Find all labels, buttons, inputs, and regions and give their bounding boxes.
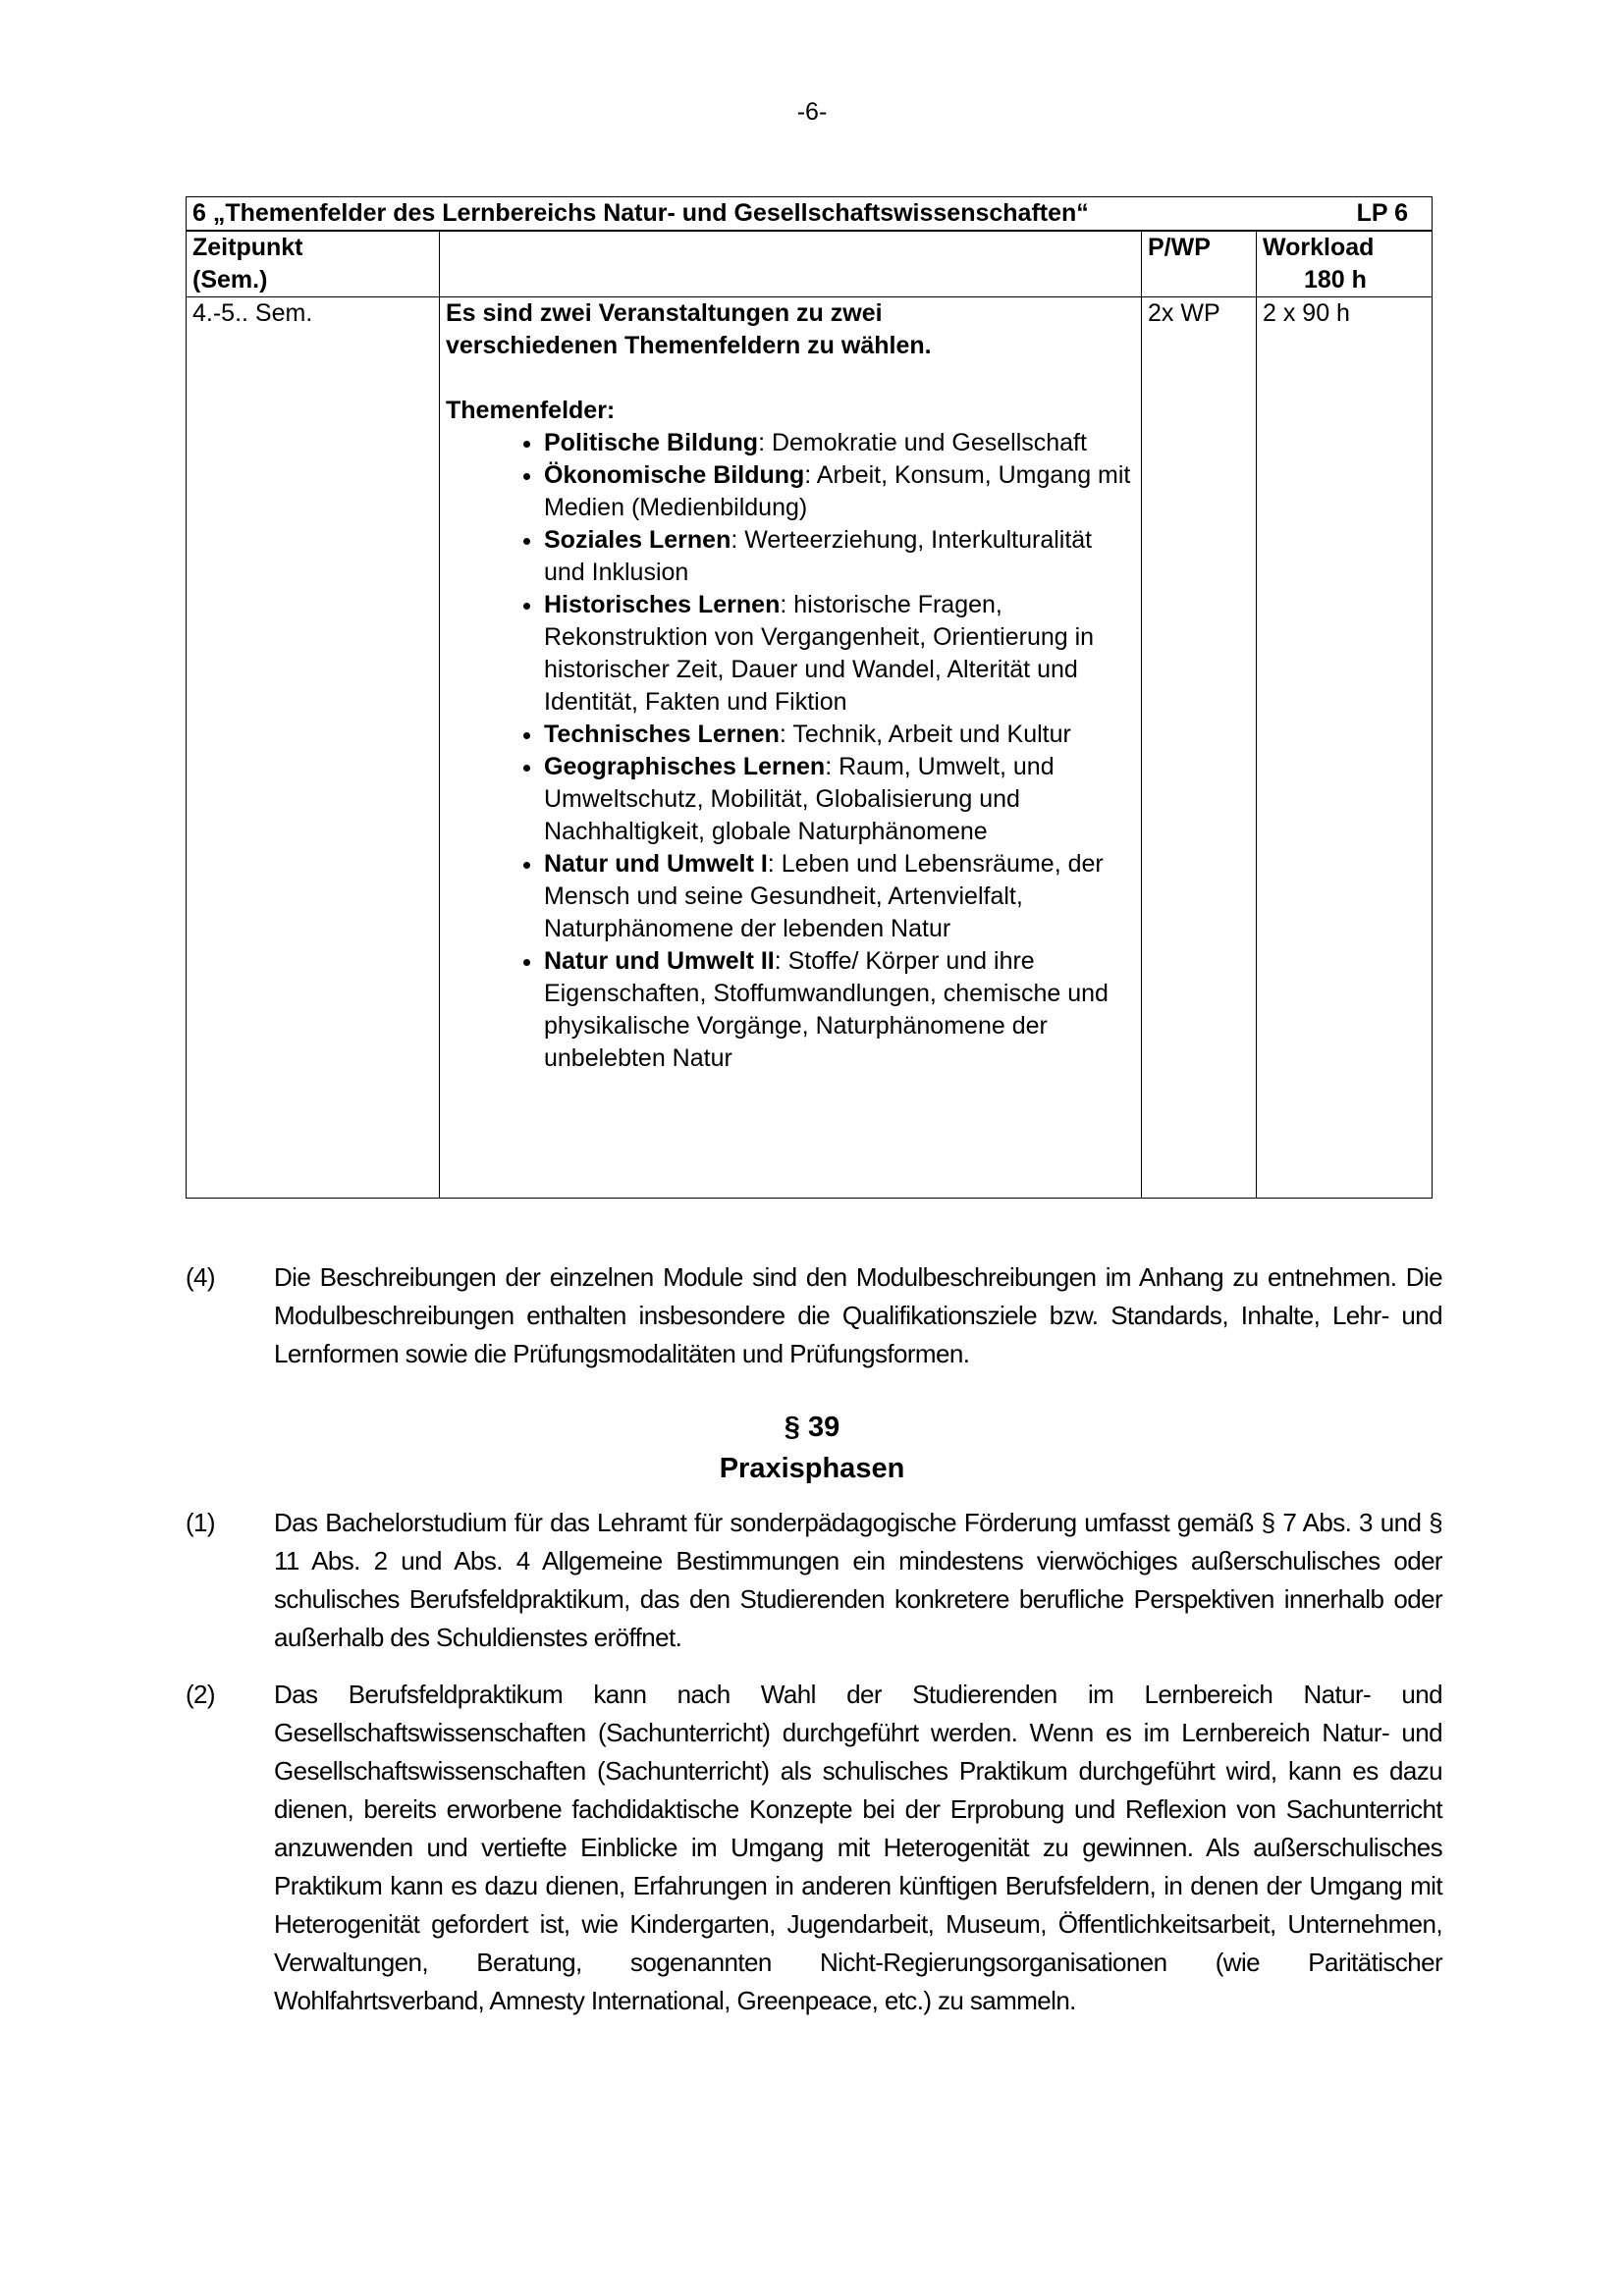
cell-workload: 2 x 90 h: [1257, 297, 1433, 1199]
topic-item: [544, 427, 1135, 459]
paragraph-text: Das Berufsfeldpraktikum kann nach Wahl der Studierenden im Lernbereich Natur- und Gesellschaftswissenschaften (Sachunterricht) durchgeführt werden. Wenn es im Lernbereich Natur- und Gesellschaftswissenschaften (Sachunterricht) als schulisches Praktikum durchgeführt wird, kann es dazu dienen, bereits erworbene fachdidaktische Konzepte bei der Erprobung und Reflexion von Sachunterricht anzuwenden und vertiefte Einblicke im Umgang mit Heterogenität zu gewinnen. Als außerschulisches Praktikum kann es dazu dienen, Erfahrungen in anderen künftigen Berufsfeldern, in denen der Umgang mit Heterogenität gefordert ist, wie Kindergarten, Jugendarbeit, Museum, Öffentlichkeitsarbeit, Unternehmen, Verwaltungen, Beratung, sogenannten Nicht-Regierungsorganisationen (wie Paritätischer Wohlfahrtsverband, Amnesty International, Greenpeace, etc.) zu sammeln.: [274, 1680, 1442, 2015]
topic-description: : Stoffe/ Körper und ihre Eigenschaften, Stoffumwandlungen, chemische und physikalische Vorgänge, Naturphänomene der unbelebten Natur: [544, 947, 1109, 1072]
module-title: 6 „Themenfelder des Lernbereichs Natur- und Gesellschaftswissenschaften“: [192, 199, 1089, 227]
topic-item: [544, 848, 1135, 945]
section-number: § 39: [784, 1412, 840, 1443]
topic-name: Politische Bildung: [544, 429, 759, 456]
cell-pwp: 2x WP: [1142, 297, 1257, 1199]
header-pwp: P/WP: [1142, 231, 1257, 297]
topic-name: Ökonomische Bildung: [544, 461, 805, 489]
topic-name: Historisches Lernen: [544, 591, 781, 618]
paragraph-2: [186, 1676, 1442, 2020]
topic-description: : Technik, Arbeit und Kultur: [779, 721, 1071, 748]
topic-item: [544, 524, 1135, 589]
header-workload-total: 180 h: [1304, 266, 1367, 294]
paragraph-number: (1): [186, 1508, 215, 1537]
header-workload-label: Workload: [1263, 234, 1375, 261]
header-zeitpunkt-label: Zeitpunkt: [192, 234, 303, 261]
paragraph-1: [186, 1504, 1442, 1657]
topic-description: : historische Fragen, Rekonstruktion von Vergangenheit, Orientierung in historischer Zeit, Dauer und Wandel, Alterität und Identität, Fakten und Fiktion: [544, 591, 1095, 716]
topic-name: Geographisches Lernen: [544, 753, 826, 780]
paragraph-4: [186, 1258, 1442, 1373]
header-workload: [1257, 231, 1433, 297]
topic-item: [544, 719, 1135, 751]
list-heading: Themenfelder:: [446, 397, 616, 424]
topic-description: : Raum, Umwelt, und Umweltschutz, Mobilität, Globalisierung und Nachhaltigkeit, globale Naturphänomene: [544, 753, 1055, 845]
topic-item: [544, 945, 1135, 1075]
page-number: -6-: [796, 98, 828, 126]
topic-description: : Demokratie und Gesellschaft: [758, 429, 1087, 456]
topic-description: : Arbeit, Konsum, Umgang mit Medien (Medienbildung): [544, 461, 1131, 521]
intro-text: Es sind zwei Veranstaltungen zu zwei verschiedenen Themenfeldern zu wählen.: [446, 299, 932, 359]
paragraph-number: (4): [186, 1262, 215, 1292]
table-title: [187, 197, 1433, 232]
topic-description: : Werteerziehung, Interkulturalität und Inklusion: [544, 526, 1093, 586]
topic-name: Natur und Umwelt I: [544, 850, 768, 878]
topic-description: : Leben und Lebensräume, der Mensch und seine Gesundheit, Artenvielfalt, Naturphänomene der lebenden Natur: [544, 850, 1104, 942]
paragraph-text: Die Beschreibungen der einzelnen Module sind den Modulbeschreibungen im Anhang zu entnehmen. Die Modulbeschreibungen enthalten insbesondere die Qualifikationsziele bzw. Standards, Inhalte, Lehr- und Lernformen sowie die Prüfungsmodalitäten und Prüfungsformen.: [274, 1262, 1442, 1368]
header-empty: [440, 231, 1142, 297]
topic-name: Technisches Lernen: [544, 721, 780, 748]
header-zeitpunkt: [187, 231, 440, 297]
cell-zeitpunkt: 4.-5.. Sem.: [187, 297, 440, 1199]
paragraph-text: Das Bachelorstudium für das Lehramt für sonderpädagogische Förderung umfasst gemäß § 7 Abs. 3 und § 11 Abs. 2 und Abs. 4 Allgemeine Bestimmungen ein mindestens vierwöchiges außerschulisches oder schulisches Berufsfeldpraktikum, das den Studierenden konkretere berufliche Perspektiven innerhalb oder außerhalb des Schuldienstes eröffnet.: [274, 1508, 1442, 1652]
header-sem-label: (Sem.): [192, 266, 268, 294]
topic-name: Natur und Umwelt II: [544, 947, 775, 975]
table-title-row: [187, 197, 1433, 232]
module-table: [186, 196, 1433, 1199]
paragraph-number: (2): [186, 1680, 215, 1709]
topic-item: [544, 751, 1135, 848]
topic-name: Soziales Lernen: [544, 526, 731, 554]
topic-item: [544, 589, 1135, 719]
topic-item: [544, 459, 1135, 524]
cell-content: [440, 297, 1142, 1199]
topics-list: [446, 427, 1135, 1075]
table-header-row: [187, 231, 1433, 297]
table-row: [187, 297, 1433, 1199]
lp-label: LP 6: [1356, 199, 1408, 227]
section-title: Praxisphasen: [719, 1453, 905, 1484]
